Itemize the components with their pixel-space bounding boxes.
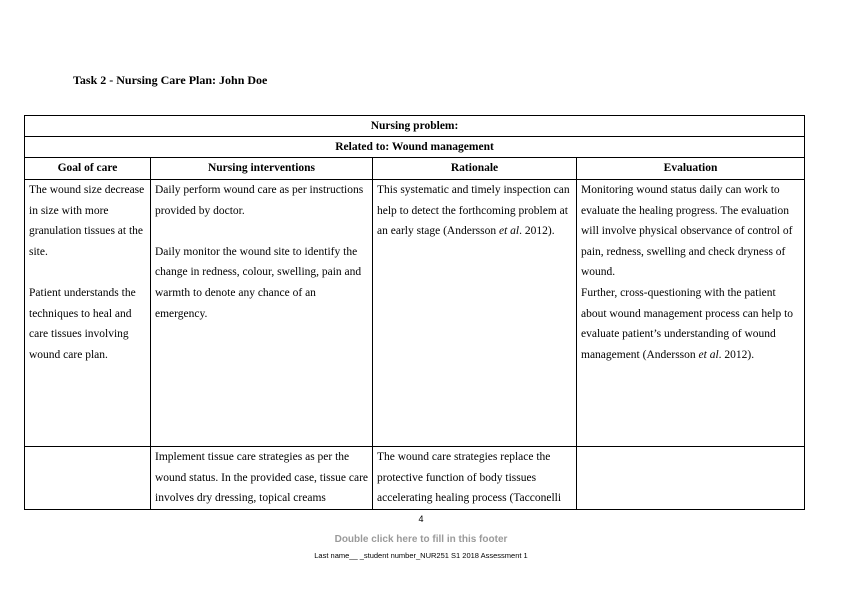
interventions-cell: Implement tissue care strategies as per the wound status. In the provided case, tissue care involves dry dressing, topical creams (151, 447, 373, 510)
column-header-rationale: Rationale (373, 158, 577, 180)
rationale-text-end: . 2012). (519, 225, 555, 238)
nursing-problem-header: Nursing problem: (25, 116, 805, 137)
related-to-header (25, 137, 805, 158)
interventions-cell (151, 180, 373, 447)
page-title: Task 2 - Nursing Care Plan: John Doe (73, 73, 268, 87)
table-row (25, 447, 805, 510)
evaluation-paragraph: Monitoring wound status daily can work to evaluate the healing progress. The evaluation will involve physical observance of control of pain, redness, swelling and check dryness of wound. (581, 184, 793, 279)
intervention-paragraph: Daily perform wound care as per instructions provided by doctor. (155, 184, 364, 217)
care-plan-table (24, 115, 805, 510)
related-value: Wound management (391, 141, 494, 153)
goal-paragraph: The wound size decrease in size with more granulation tissues at the site. (29, 184, 145, 258)
citation-et-al: et al (499, 225, 520, 238)
table-row (25, 180, 805, 447)
evaluation-text: Further, cross-questioning with the patient about wound management process can help to evaluate patient’s understanding of wound management (Andersson (581, 286, 794, 361)
citation-et-al: et al (698, 348, 719, 361)
page-number: 4 (418, 514, 424, 524)
rationale-cell (373, 180, 577, 447)
column-header-evaluation: Evaluation (577, 158, 805, 180)
column-header-goal: Goal of care (25, 158, 151, 180)
rationale-cell: The wound care strategies replace the protective function of body tissues accelerating healing process (Tacconelli (373, 447, 577, 510)
related-prefix: Related to: (335, 141, 392, 153)
evaluation-text-end: . 2012). (718, 348, 755, 361)
rationale-paragraph (377, 180, 572, 242)
evaluation-paragraph (581, 283, 800, 365)
column-header-interventions: Nursing interventions (151, 158, 373, 180)
column-header-row (25, 158, 805, 180)
footer-text: Last name__ _student number_NUR251 S1 2018 Assessment 1 (314, 551, 528, 560)
goal-cell (25, 180, 151, 447)
rationale-text: This systematic and timely inspection can help to detect the forthcoming problem at an early stage (Andersson (377, 184, 570, 238)
goal-paragraph: Patient understands the techniques to heal and care tissues involving wound care plan. (29, 286, 136, 361)
goal-cell (25, 447, 151, 510)
evaluation-cell (577, 180, 805, 447)
intervention-paragraph: Daily monitor the wound site to identify the change in redness, colour, swelling, pain and warmth to denote any chance of an emergency. (155, 245, 362, 320)
evaluation-cell (577, 447, 805, 510)
footer-placeholder[interactable]: Double click here to fill in this footer (334, 534, 508, 545)
